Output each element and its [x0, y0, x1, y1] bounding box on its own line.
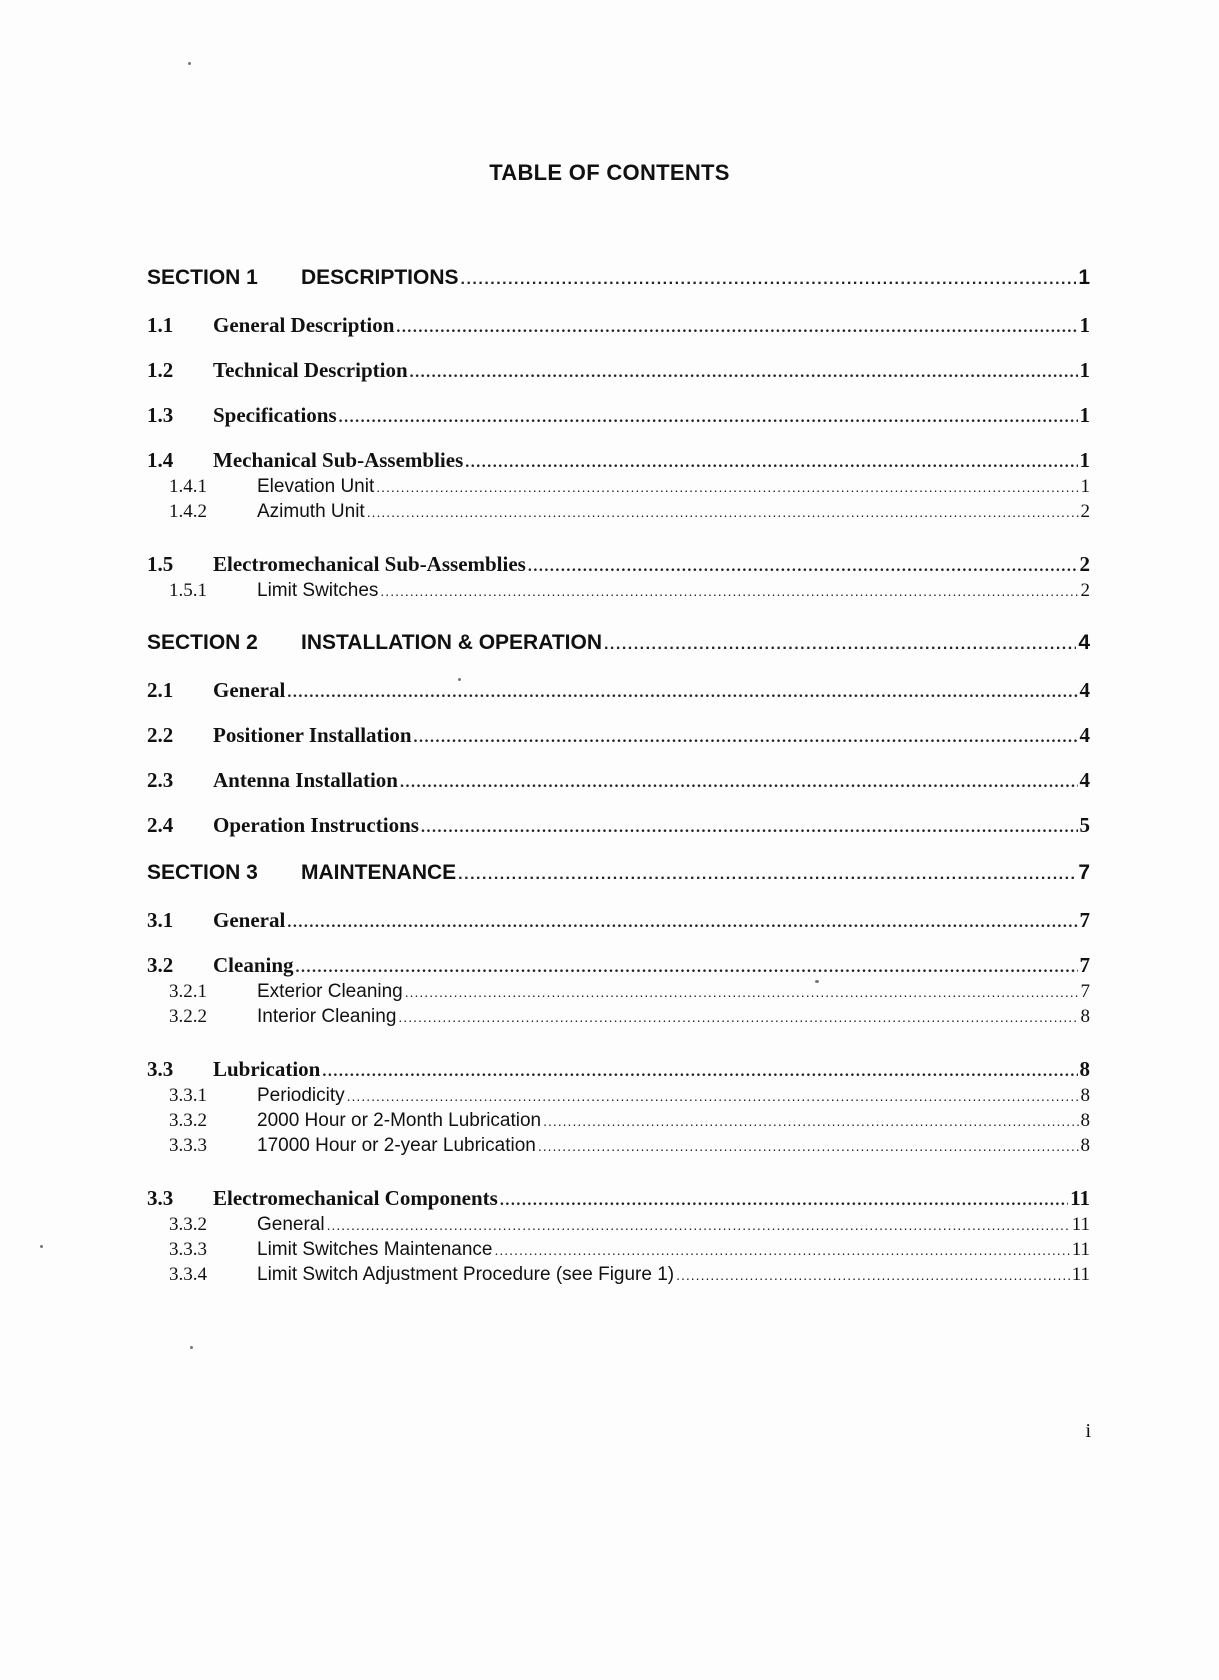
page-number: 7 — [1079, 953, 1090, 977]
dot-leader — [538, 1138, 1079, 1154]
page-title: TABLE OF CONTENTS — [489, 160, 730, 185]
toc-entry-1-4-1[interactable] — [147, 476, 1090, 501]
page-number: 8 — [1080, 1135, 1090, 1156]
page-number: 11 — [1071, 1264, 1090, 1285]
page-number: 8 — [1080, 1006, 1090, 1027]
page-number: 1 — [1080, 476, 1090, 497]
page-number: 2 — [1079, 552, 1090, 576]
dot-leader — [322, 1063, 1077, 1081]
dot-leader — [400, 774, 1078, 792]
page-number: 4 — [1079, 768, 1090, 792]
toc-entry-3-3-lubrication[interactable] — [147, 1057, 1090, 1085]
entry-title: Azimuth Unit — [257, 501, 365, 522]
toc-entry-2-2[interactable] — [147, 723, 1090, 751]
page-number: 8 — [1079, 1057, 1090, 1081]
entry-number: 3.3.2 — [169, 1214, 207, 1235]
toc-entry-1-3[interactable] — [147, 403, 1090, 431]
entry-number: 3.3.1 — [169, 1085, 207, 1106]
dot-leader — [604, 636, 1076, 654]
toc-entry-1-2[interactable] — [147, 358, 1090, 386]
entry-number: 3.2.2 — [169, 1006, 207, 1027]
scan-speck — [815, 980, 819, 983]
entry-number: 1.4 — [147, 448, 174, 472]
toc-entry-3-1[interactable] — [147, 908, 1090, 936]
entry-number: 1.4.1 — [169, 476, 207, 497]
dot-leader — [327, 1217, 1070, 1233]
dot-leader — [458, 866, 1076, 884]
entry-number: 1.3 — [147, 403, 174, 427]
section-title: DESCRIPTIONS — [301, 266, 459, 289]
section-number: SECTION 3 — [147, 861, 258, 884]
page-number: 7 — [1079, 908, 1090, 932]
toc-entry-3-3-2-general[interactable] — [147, 1214, 1090, 1239]
dot-leader — [296, 959, 1078, 977]
dot-leader — [676, 1267, 1070, 1283]
entry-number: 2.1 — [147, 678, 174, 702]
page-number: 5 — [1079, 813, 1090, 837]
dot-leader — [396, 319, 1077, 337]
page-folio: i — [1085, 1420, 1091, 1442]
entry-title: Elevation Unit — [257, 476, 375, 497]
entry-title: Electromechanical Sub-Assemblies — [213, 552, 526, 576]
page-number: 4 — [1079, 678, 1090, 702]
entry-title: General Description — [213, 313, 395, 337]
dot-leader — [543, 1113, 1078, 1129]
entry-title: Interior Cleaning — [257, 1006, 397, 1027]
dot-leader — [410, 364, 1078, 382]
entry-number: 3.3.3 — [169, 1239, 207, 1260]
entry-title: Antenna Installation — [213, 768, 398, 792]
entry-title: Limit Switches Maintenance — [257, 1239, 493, 1260]
entry-number: 1.5.1 — [169, 580, 207, 601]
page-number: 7 — [1078, 861, 1090, 884]
table-of-contents — [147, 266, 1090, 1289]
toc-entry-1-1[interactable] — [147, 313, 1090, 341]
entry-number: 1.2 — [147, 358, 174, 382]
entry-title: General — [213, 678, 286, 702]
page-number: 1 — [1079, 313, 1090, 337]
entry-title: Limit Switches — [257, 580, 379, 601]
toc-section-2[interactable] — [147, 631, 1090, 661]
entry-number: 3.2 — [147, 953, 174, 977]
page-number: 1 — [1078, 266, 1090, 289]
entry-title: Limit Switch Adjustment Procedure (see Figure 1) — [257, 1264, 675, 1285]
toc-entry-3-2-2[interactable] — [147, 1006, 1090, 1031]
section-title: INSTALLATION & OPERATION — [301, 631, 602, 654]
scan-speck — [190, 1346, 193, 1349]
page-number: 11 — [1071, 1214, 1090, 1235]
entry-number: 2.3 — [147, 768, 174, 792]
entry-number: 3.3 — [147, 1186, 174, 1210]
toc-section-1[interactable] — [147, 266, 1090, 296]
page-number: 1 — [1079, 403, 1090, 427]
page-number: 1 — [1079, 358, 1090, 382]
entry-title: Operation Instructions — [213, 813, 419, 837]
toc-entry-3-3-4[interactable] — [147, 1264, 1090, 1289]
dot-leader — [367, 504, 1079, 520]
section-number: SECTION 1 — [147, 266, 258, 289]
dot-leader — [339, 409, 1078, 427]
toc-entry-3-3-3-limit-switches[interactable] — [147, 1239, 1090, 1264]
entry-title: Cleaning — [213, 953, 294, 977]
entry-number: 2.4 — [147, 813, 174, 837]
page-number: 1 — [1079, 448, 1090, 472]
scan-speck — [458, 678, 461, 681]
dot-leader — [287, 914, 1077, 932]
toc-entry-2-1[interactable] — [147, 678, 1090, 706]
dot-leader — [528, 558, 1078, 576]
entry-number: 3.3.3 — [169, 1135, 207, 1156]
entry-title: Periodicity — [257, 1085, 345, 1106]
toc-entry-2-4[interactable] — [147, 813, 1090, 841]
entry-number: 3.2.1 — [169, 981, 207, 1002]
entry-title: Mechanical Sub-Assemblies — [213, 448, 464, 472]
entry-title: Specifications — [213, 403, 337, 427]
page-number: 4 — [1079, 723, 1090, 747]
page-number: 11 — [1070, 1186, 1090, 1210]
scan-speck — [188, 62, 191, 65]
entry-number: 3.1 — [147, 908, 174, 932]
toc-entry-3-2[interactable] — [147, 953, 1090, 981]
toc-entry-1-5-1[interactable] — [147, 580, 1090, 605]
entry-number: 3.3.2 — [169, 1110, 207, 1131]
dot-leader — [414, 729, 1078, 747]
page-number: 8 — [1080, 1085, 1090, 1106]
toc-entry-2-3[interactable] — [147, 768, 1090, 796]
page-number: 4 — [1078, 631, 1090, 654]
entry-title: General — [213, 908, 286, 932]
toc-entry-3-3-1[interactable] — [147, 1085, 1090, 1110]
scan-speck — [40, 1245, 43, 1248]
entry-title: Electromechanical Components — [213, 1186, 498, 1210]
entry-number: 3.3 — [147, 1057, 174, 1081]
toc-entry-1-4-2[interactable] — [147, 501, 1090, 526]
entry-number: 1.5 — [147, 552, 174, 576]
entry-number: 2.2 — [147, 723, 174, 747]
entry-title: Lubrication — [213, 1057, 321, 1081]
toc-entry-3-3-electromechanical[interactable] — [147, 1186, 1090, 1214]
page-number: 2 — [1080, 501, 1090, 522]
toc-entry-3-2-1[interactable] — [147, 981, 1090, 1006]
dot-leader — [398, 1009, 1078, 1025]
toc-entry-3-3-2-lubrication[interactable] — [147, 1110, 1090, 1135]
page-number: 2 — [1080, 580, 1090, 601]
dot-leader — [376, 479, 1078, 495]
entry-title: Positioner Installation — [213, 723, 412, 747]
section-title: MAINTENANCE — [301, 861, 457, 884]
dot-leader — [495, 1242, 1070, 1258]
page-number: 8 — [1080, 1110, 1090, 1131]
entry-title: Technical Description — [213, 358, 408, 382]
dot-leader — [380, 583, 1078, 599]
entry-title: General — [257, 1214, 325, 1235]
toc-entry-1-5[interactable] — [147, 552, 1090, 580]
dot-leader — [287, 684, 1077, 702]
entry-number: 1.4.2 — [169, 501, 207, 522]
dot-leader — [347, 1088, 1079, 1104]
page-number: 7 — [1080, 981, 1090, 1002]
dot-leader — [500, 1192, 1068, 1210]
toc-entry-1-4[interactable] — [147, 448, 1090, 476]
entry-title: Exterior Cleaning — [257, 981, 403, 1002]
page-number: 11 — [1071, 1239, 1090, 1260]
section-number: SECTION 2 — [147, 631, 258, 654]
dot-leader — [421, 819, 1078, 837]
toc-section-3[interactable] — [147, 861, 1090, 891]
entry-number: 1.1 — [147, 313, 174, 337]
entry-title: 17000 Hour or 2-year Lubrication — [257, 1135, 536, 1156]
dot-leader — [405, 984, 1079, 1000]
entry-number: 3.3.4 — [169, 1264, 207, 1285]
dot-leader — [461, 271, 1077, 289]
dot-leader — [465, 454, 1077, 472]
entry-title: 2000 Hour or 2-Month Lubrication — [257, 1110, 542, 1131]
toc-entry-3-3-3-lubrication[interactable] — [147, 1135, 1090, 1160]
